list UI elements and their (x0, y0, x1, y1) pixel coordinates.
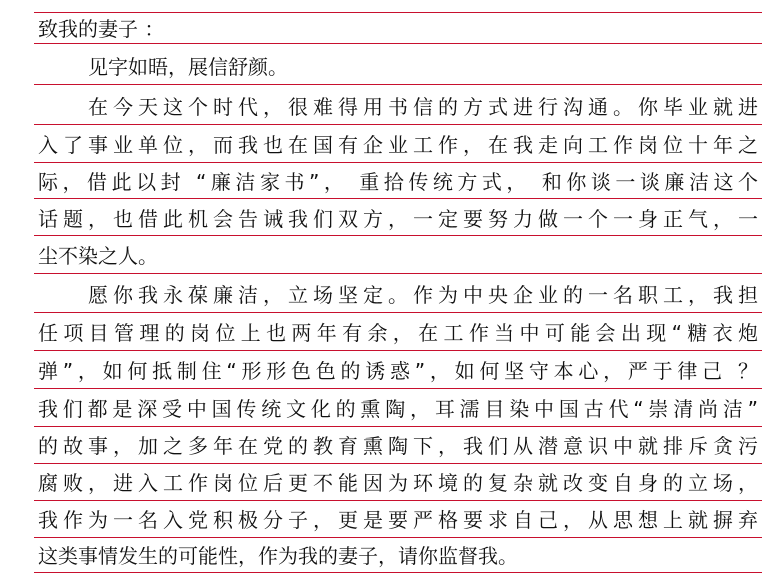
letter-line: 腐败，进入工作岗位后更不能因为环境的复杂就改变自身的立场， (38, 471, 758, 495)
greeting: 见字如晤，展信舒颜。 (88, 55, 288, 79)
letter-line: 愿你我永葆廉洁，立场坚定。作为中央企业的一名职工，我担 (88, 283, 758, 307)
rule-line (34, 198, 762, 199)
rule-line (34, 572, 762, 573)
letter-line: 这类事情发生的可能性，作为我的妻子，请你监督我。 (38, 544, 518, 568)
rule-line (34, 463, 762, 464)
rule-line (34, 350, 762, 351)
rule-line (34, 84, 762, 85)
rule-line (34, 12, 762, 13)
salutation: 致我的妻子 ： (38, 17, 165, 41)
letter-line: 我作为一名入党积极分子，更是要严格要求自己，从思想上就摒弃 (38, 508, 758, 532)
letter-line: 弹”，如何抵制住“形形色色的诱惑”，如何坚守本心，严于律己 ？ (38, 359, 758, 383)
rule-line (34, 162, 762, 163)
rule-line (34, 500, 762, 501)
rule-line (34, 124, 762, 125)
letter-line: 入了事业单位，而我也在国有企业工作，在我走向工作岗位十年之 (38, 133, 758, 157)
letter-line: 在今天这个时代，很难得用书信的方式进行沟通。你毕业就进 (88, 95, 758, 119)
letter-line: 我们都是深受中国传统文化的熏陶，耳濡目染中国古代“崇清尚洁” (38, 397, 758, 421)
letter-line: 际，借此以封 “廉洁家书”， 重拾传统方式， 和你谈一谈廉洁这个 (38, 170, 758, 194)
rule-line (34, 426, 762, 427)
rule-line (34, 388, 762, 389)
rule-line (34, 537, 762, 538)
rule-line (34, 235, 762, 236)
letter-line: 尘不染之人。 (38, 244, 158, 268)
rule-line (34, 312, 762, 313)
letter-line: 的故事，加之多年在党的教育熏陶下，我们从潜意识中就排斥贪污 (38, 434, 758, 458)
rule-line (34, 273, 762, 274)
letter-line: 话题，也借此机会告诫我们双方，一定要努力做一个一身正气，一 (38, 207, 758, 231)
letter-line: 任项目管理的岗位上也两年有余，在工作当中可能会出现“糖衣炮 (38, 321, 758, 345)
